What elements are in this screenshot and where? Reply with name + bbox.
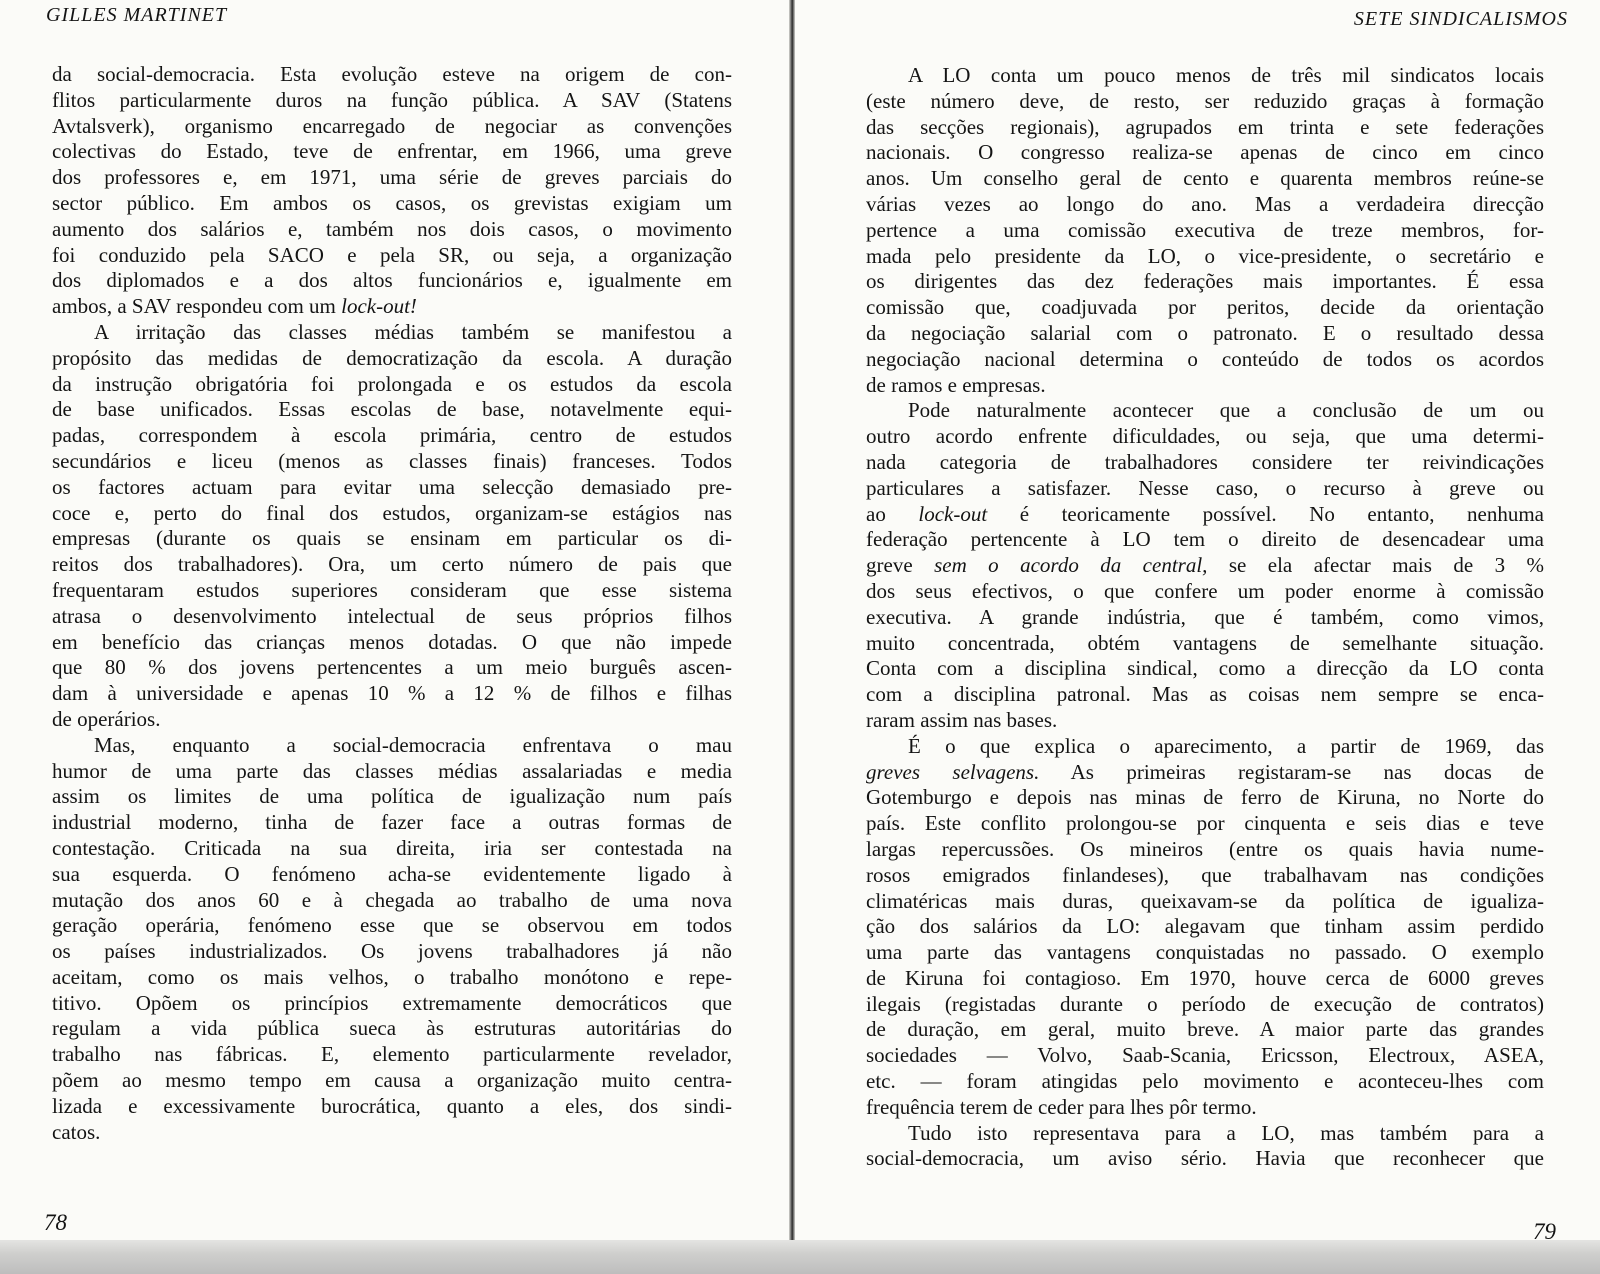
text-run: executiva. A grande indústria, que é também, como vimos, <box>866 604 1544 629</box>
text-run: Tudo isto representava para a LO, mas também para a <box>908 1120 1544 1145</box>
text-line <box>52 965 732 991</box>
text-line <box>866 63 1544 89</box>
text-line <box>866 579 1544 605</box>
text-run: em benefício das crianças menos dotadas. O que não impede <box>52 629 732 654</box>
italic-text-run: greves selvagens. <box>866 759 1040 784</box>
text-line <box>52 681 732 707</box>
text-line <box>52 1068 732 1094</box>
text-line <box>52 372 732 398</box>
text-line <box>52 810 732 836</box>
text-run: dos seus efectivos, o que confere um poder enorme à comissão <box>866 578 1544 603</box>
text-run: geração operária, fenómeno esse que se observou em todos <box>52 913 732 938</box>
text-run: social-democracia, um aviso sério. Havia que reconhecer que <box>866 1146 1544 1171</box>
running-head-author: GILLES MARTINET <box>46 4 228 26</box>
text-run: trabalho nas fábricas. E, elemento particularmente revelador, <box>52 1042 732 1067</box>
text-run: reitos dos trabalhadores). Ora, um certo número de pais que <box>52 552 732 577</box>
text-line <box>866 1069 1544 1095</box>
text-run: aumento dos salários e, também nos dois casos, o movimento <box>52 216 732 241</box>
text-run: mutação dos anos 60 e à chegada ao trabalho de uma nova <box>52 887 732 912</box>
text-run: mada pelo presidente da LO, o vice-presidente, o secretário e <box>866 243 1544 268</box>
italic-text-run: sem o acordo da central, <box>934 553 1208 578</box>
text-line <box>866 295 1544 321</box>
text-run: rosos emigrados finlandeses), que trabalhavam nas condições <box>866 862 1544 887</box>
text-run: As primeiras registaram-se nas docas de <box>1039 759 1544 784</box>
text-line <box>866 1095 1544 1121</box>
text-run: humor de uma parte das classes médias assalariadas e media <box>52 758 732 783</box>
text-run: uma parte das vantagens conquistadas no passado. O exemplo <box>866 940 1544 965</box>
text-run: (este número deve, de resto, ser reduzido graças à formação <box>866 88 1544 113</box>
text-run: sua esquerda. O fenómeno acha-se evidentemente ligado à <box>52 861 732 886</box>
text-line <box>866 708 1544 734</box>
running-head-title: SETE SINDICALISMOS <box>1353 8 1568 30</box>
book-gutter <box>789 0 795 1244</box>
text-run: das secções regionais), agrupados em trinta e sete federações <box>866 114 1544 139</box>
text-line <box>866 192 1544 218</box>
text-run: Avtalsverk), organismo encarregado de negociar as convenções <box>52 113 732 138</box>
text-line <box>52 114 732 140</box>
text-line <box>866 450 1544 476</box>
text-line <box>52 733 732 759</box>
text-line <box>52 862 732 888</box>
text-run: os dirigentes das dez federações mais importantes. É essa <box>866 269 1544 294</box>
text-line <box>866 734 1544 760</box>
text-line <box>52 217 732 243</box>
text-run: os países industrializados. Os jovens trabalhadores já não <box>52 939 732 964</box>
text-run: sociedades — Volvo, Saab-Scania, Ericsson, Electroux, ASEA, <box>866 1043 1544 1068</box>
text-run: contestação. Criticada na sua direita, iria ser contestada na <box>52 835 732 860</box>
left-page <box>0 0 790 1240</box>
text-run: climatéricas mais duras, queixavam-se da política de igualiza- <box>866 888 1544 913</box>
text-run: de ramos e empresas. <box>866 372 1046 397</box>
text-run: anos. Um conselho geral de cento e quarenta membros reúne-se <box>866 166 1544 191</box>
text-run: coce e, perto do final dos estudos, organizam-se estágios nas <box>52 500 732 525</box>
text-run: flitos particularmente duros na função pública. A SAV (Statens <box>52 87 732 112</box>
italic-text-run: lock-out <box>918 501 988 526</box>
text-line <box>52 449 732 475</box>
text-run: titivo. Opõem os princípios extremamente democráticos que <box>52 990 732 1015</box>
text-line <box>866 527 1544 553</box>
text-line <box>52 320 732 346</box>
text-run: de Kiruna foi contagioso. Em 1970, houve cerca de 6000 greves <box>866 965 1544 990</box>
text-run: sector público. Em ambos os casos, os grevistas exigiam um <box>52 190 732 215</box>
text-run: federação pertencente à LO tem o direito de desencadear uma <box>866 527 1544 552</box>
text-run: raram assim nas bases. <box>866 707 1058 732</box>
text-line <box>52 139 732 165</box>
text-run: país. Este conflito prolongou-se por cinquenta e seis dias e teve <box>866 811 1544 836</box>
text-run: ilegais (registadas durante o período de execução de contratos) <box>866 991 1544 1016</box>
text-line <box>52 1016 732 1042</box>
italic-text-run: lock-out! <box>341 294 417 319</box>
text-line <box>866 398 1544 424</box>
text-run: propósito das medidas de democratização da escola. A duração <box>52 345 732 370</box>
text-line <box>866 1017 1544 1043</box>
text-run: lizada e excessivamente burocrática, quanto a eles, dos sindi- <box>52 1093 732 1118</box>
text-line <box>52 913 732 939</box>
text-run: de duração, em geral, muito breve. A maior parte das grandes <box>866 1017 1544 1042</box>
text-run: se ela afectar mais de 3 % <box>1207 553 1544 578</box>
text-run: empresas (durante os quais se ensinam em particular os di- <box>52 526 732 551</box>
text-line <box>866 321 1544 347</box>
text-line <box>866 89 1544 115</box>
text-line <box>866 502 1544 528</box>
text-run: ção dos salários da LO: alegavam que tinham assim perdido <box>866 914 1544 939</box>
text-run: catos. <box>52 1119 101 1144</box>
text-run: com a disciplina patronal. Mas as coisas nem sempre se enca- <box>866 682 1544 707</box>
text-run: industrial moderno, tinha de fazer face a outras formas de <box>52 810 732 835</box>
text-line <box>52 475 732 501</box>
text-run: frequência terem de ceder para lhes pôr termo. <box>866 1094 1257 1119</box>
text-run: nacionais. O congresso realiza-se apenas de cinco em cinco <box>866 140 1544 165</box>
text-line <box>866 940 1544 966</box>
text-run: da social-democracia. Esta evolução esteve na origem de con- <box>52 62 732 86</box>
text-run: secundários e liceu (menos as classes finais) franceses. Todos <box>52 448 732 473</box>
text-line <box>866 347 1544 373</box>
text-line <box>866 605 1544 631</box>
text-run: várias vezes ao longo do ano. Mas a verdadeira direcção <box>866 191 1544 216</box>
text-run: A irritação das classes médias também se manifestou a <box>94 319 732 344</box>
text-line <box>52 630 732 656</box>
text-run: É o que explica o aparecimento, a partir de 1969, das <box>908 733 1544 758</box>
text-line <box>866 837 1544 863</box>
text-run: é teoricamente possível. No entanto, nenhuma <box>987 501 1544 526</box>
text-line <box>52 552 732 578</box>
text-run: colectivas do Estado, teve de enfrentar, em 1966, uma greve <box>52 139 732 164</box>
text-run: A LO conta um pouco menos de três mil sindicatos locais <box>908 63 1544 87</box>
text-run: põem ao mesmo tempo em causa a organização muito centra- <box>52 1068 732 1093</box>
text-line <box>866 269 1544 295</box>
text-line <box>52 991 732 1017</box>
text-run: de base unificados. Essas escolas de base, notavelmente equi- <box>52 397 732 422</box>
left-page-body-text <box>52 62 732 1145</box>
text-line <box>52 243 732 269</box>
text-line <box>52 165 732 191</box>
text-run: assim os limites de uma política de igualização num país <box>52 784 732 809</box>
text-line <box>866 373 1544 399</box>
text-line <box>866 244 1544 270</box>
text-line <box>52 62 732 88</box>
text-line <box>52 423 732 449</box>
text-line <box>52 1094 732 1120</box>
text-run: negociação nacional determina o conteúdo de todos os acordos <box>866 346 1544 371</box>
text-line <box>866 914 1544 940</box>
text-run: greve <box>866 553 935 578</box>
text-run: da negociação salarial com o patronato. E o resultado dessa <box>866 320 1544 345</box>
text-run: outro acordo enfrente dificuldades, ou seja, que uma determi- <box>866 424 1544 449</box>
right-page <box>800 0 1600 1240</box>
text-run: ao <box>866 501 919 526</box>
text-line <box>866 140 1544 166</box>
page-number-right: 79 <box>1533 1219 1556 1240</box>
text-run: dos professores e, em 1971, uma série de greves parciais do <box>52 165 732 190</box>
text-run: Pode naturalmente acontecer que a conclusão de um ou <box>908 398 1544 423</box>
text-run: ambos, a SAV respondeu com um <box>52 294 342 319</box>
text-line <box>52 655 732 681</box>
text-run: pertence a uma comissão executiva de treze membros, for- <box>866 217 1544 242</box>
text-run: Gotemburgo e depois nas minas de ferro de Kiruna, no Norte do <box>866 785 1544 810</box>
text-line <box>52 888 732 914</box>
text-line <box>866 889 1544 915</box>
page-number-left: 78 <box>44 1210 67 1235</box>
text-line <box>866 863 1544 889</box>
text-line <box>52 939 732 965</box>
text-line <box>866 1146 1544 1172</box>
text-line <box>866 760 1544 786</box>
text-line <box>52 268 732 294</box>
text-line <box>866 785 1544 811</box>
text-run: dam à universidade e apenas 10 % a 12 % de filhos e filhas <box>52 681 732 706</box>
text-run: que 80 % dos jovens pertencentes a um meio burguês ascen- <box>52 655 732 680</box>
text-line <box>52 707 732 733</box>
text-line <box>52 784 732 810</box>
text-line <box>866 656 1544 682</box>
text-line <box>866 166 1544 192</box>
text-line <box>866 682 1544 708</box>
text-line <box>866 811 1544 837</box>
text-line <box>52 294 732 320</box>
text-line <box>866 115 1544 141</box>
text-line <box>866 218 1544 244</box>
text-run: de operários. <box>52 706 161 731</box>
text-run: dos diplomados e a dos altos funcionários e, igualmente em <box>52 268 732 293</box>
scan-bottom-edge <box>0 1240 1600 1274</box>
text-line <box>52 604 732 630</box>
text-run: Conta com a disciplina sindical, como a direcção da LO conta <box>866 656 1544 681</box>
text-run: foi conduzido pela SACO e pela SR, ou seja, a organização <box>52 242 732 267</box>
text-line <box>52 759 732 785</box>
text-run: da instrução obrigatória foi prolongada e os estudos da escola <box>52 371 732 396</box>
text-line <box>866 1121 1544 1147</box>
text-run: largas repercussões. Os mineiros (entre os quais havia nume- <box>866 836 1544 861</box>
text-run: regulam a vida pública sueca às estruturas autoritárias do <box>52 1016 732 1041</box>
text-line <box>866 553 1544 579</box>
text-line <box>52 501 732 527</box>
text-line <box>866 966 1544 992</box>
text-run: aceitam, como os mais velhos, o trabalho monótono e repe- <box>52 964 732 989</box>
text-line <box>866 992 1544 1018</box>
text-line <box>52 526 732 552</box>
text-line <box>52 1120 732 1146</box>
text-line <box>52 346 732 372</box>
text-line <box>866 1043 1544 1069</box>
text-line <box>866 631 1544 657</box>
text-run: frequentaram estudos superiores consideram que esse sistema <box>52 577 732 602</box>
text-line <box>52 88 732 114</box>
text-line <box>52 836 732 862</box>
right-page-body-text <box>866 63 1544 1172</box>
text-line <box>52 397 732 423</box>
text-run: comissão que, coadjuvada por peritos, decide da orientação <box>866 295 1544 320</box>
text-run: atrasa o desenvolvimento intelectual de seus próprios filhos <box>52 603 732 628</box>
text-run: Mas, enquanto a social-democracia enfrentava o mau <box>94 732 732 757</box>
text-line <box>866 424 1544 450</box>
text-run: etc. — foram atingidas pelo movimento e aconteceu-lhes com <box>866 1069 1544 1094</box>
text-run: nada categoria de trabalhadores considere ter reivindicações <box>866 449 1544 474</box>
text-run: padas, correspondem à escola primária, centro de estudos <box>52 423 732 448</box>
text-run: os factores actuam para evitar uma selecção demasiado pre- <box>52 474 732 499</box>
text-line <box>52 1042 732 1068</box>
text-run: particulares a satisfazer. Nesse caso, o recurso à greve ou <box>866 475 1544 500</box>
text-line <box>52 191 732 217</box>
text-line <box>866 476 1544 502</box>
text-line <box>52 578 732 604</box>
text-run: muito concentrada, obtém vantagens de semelhante situação. <box>866 630 1544 655</box>
